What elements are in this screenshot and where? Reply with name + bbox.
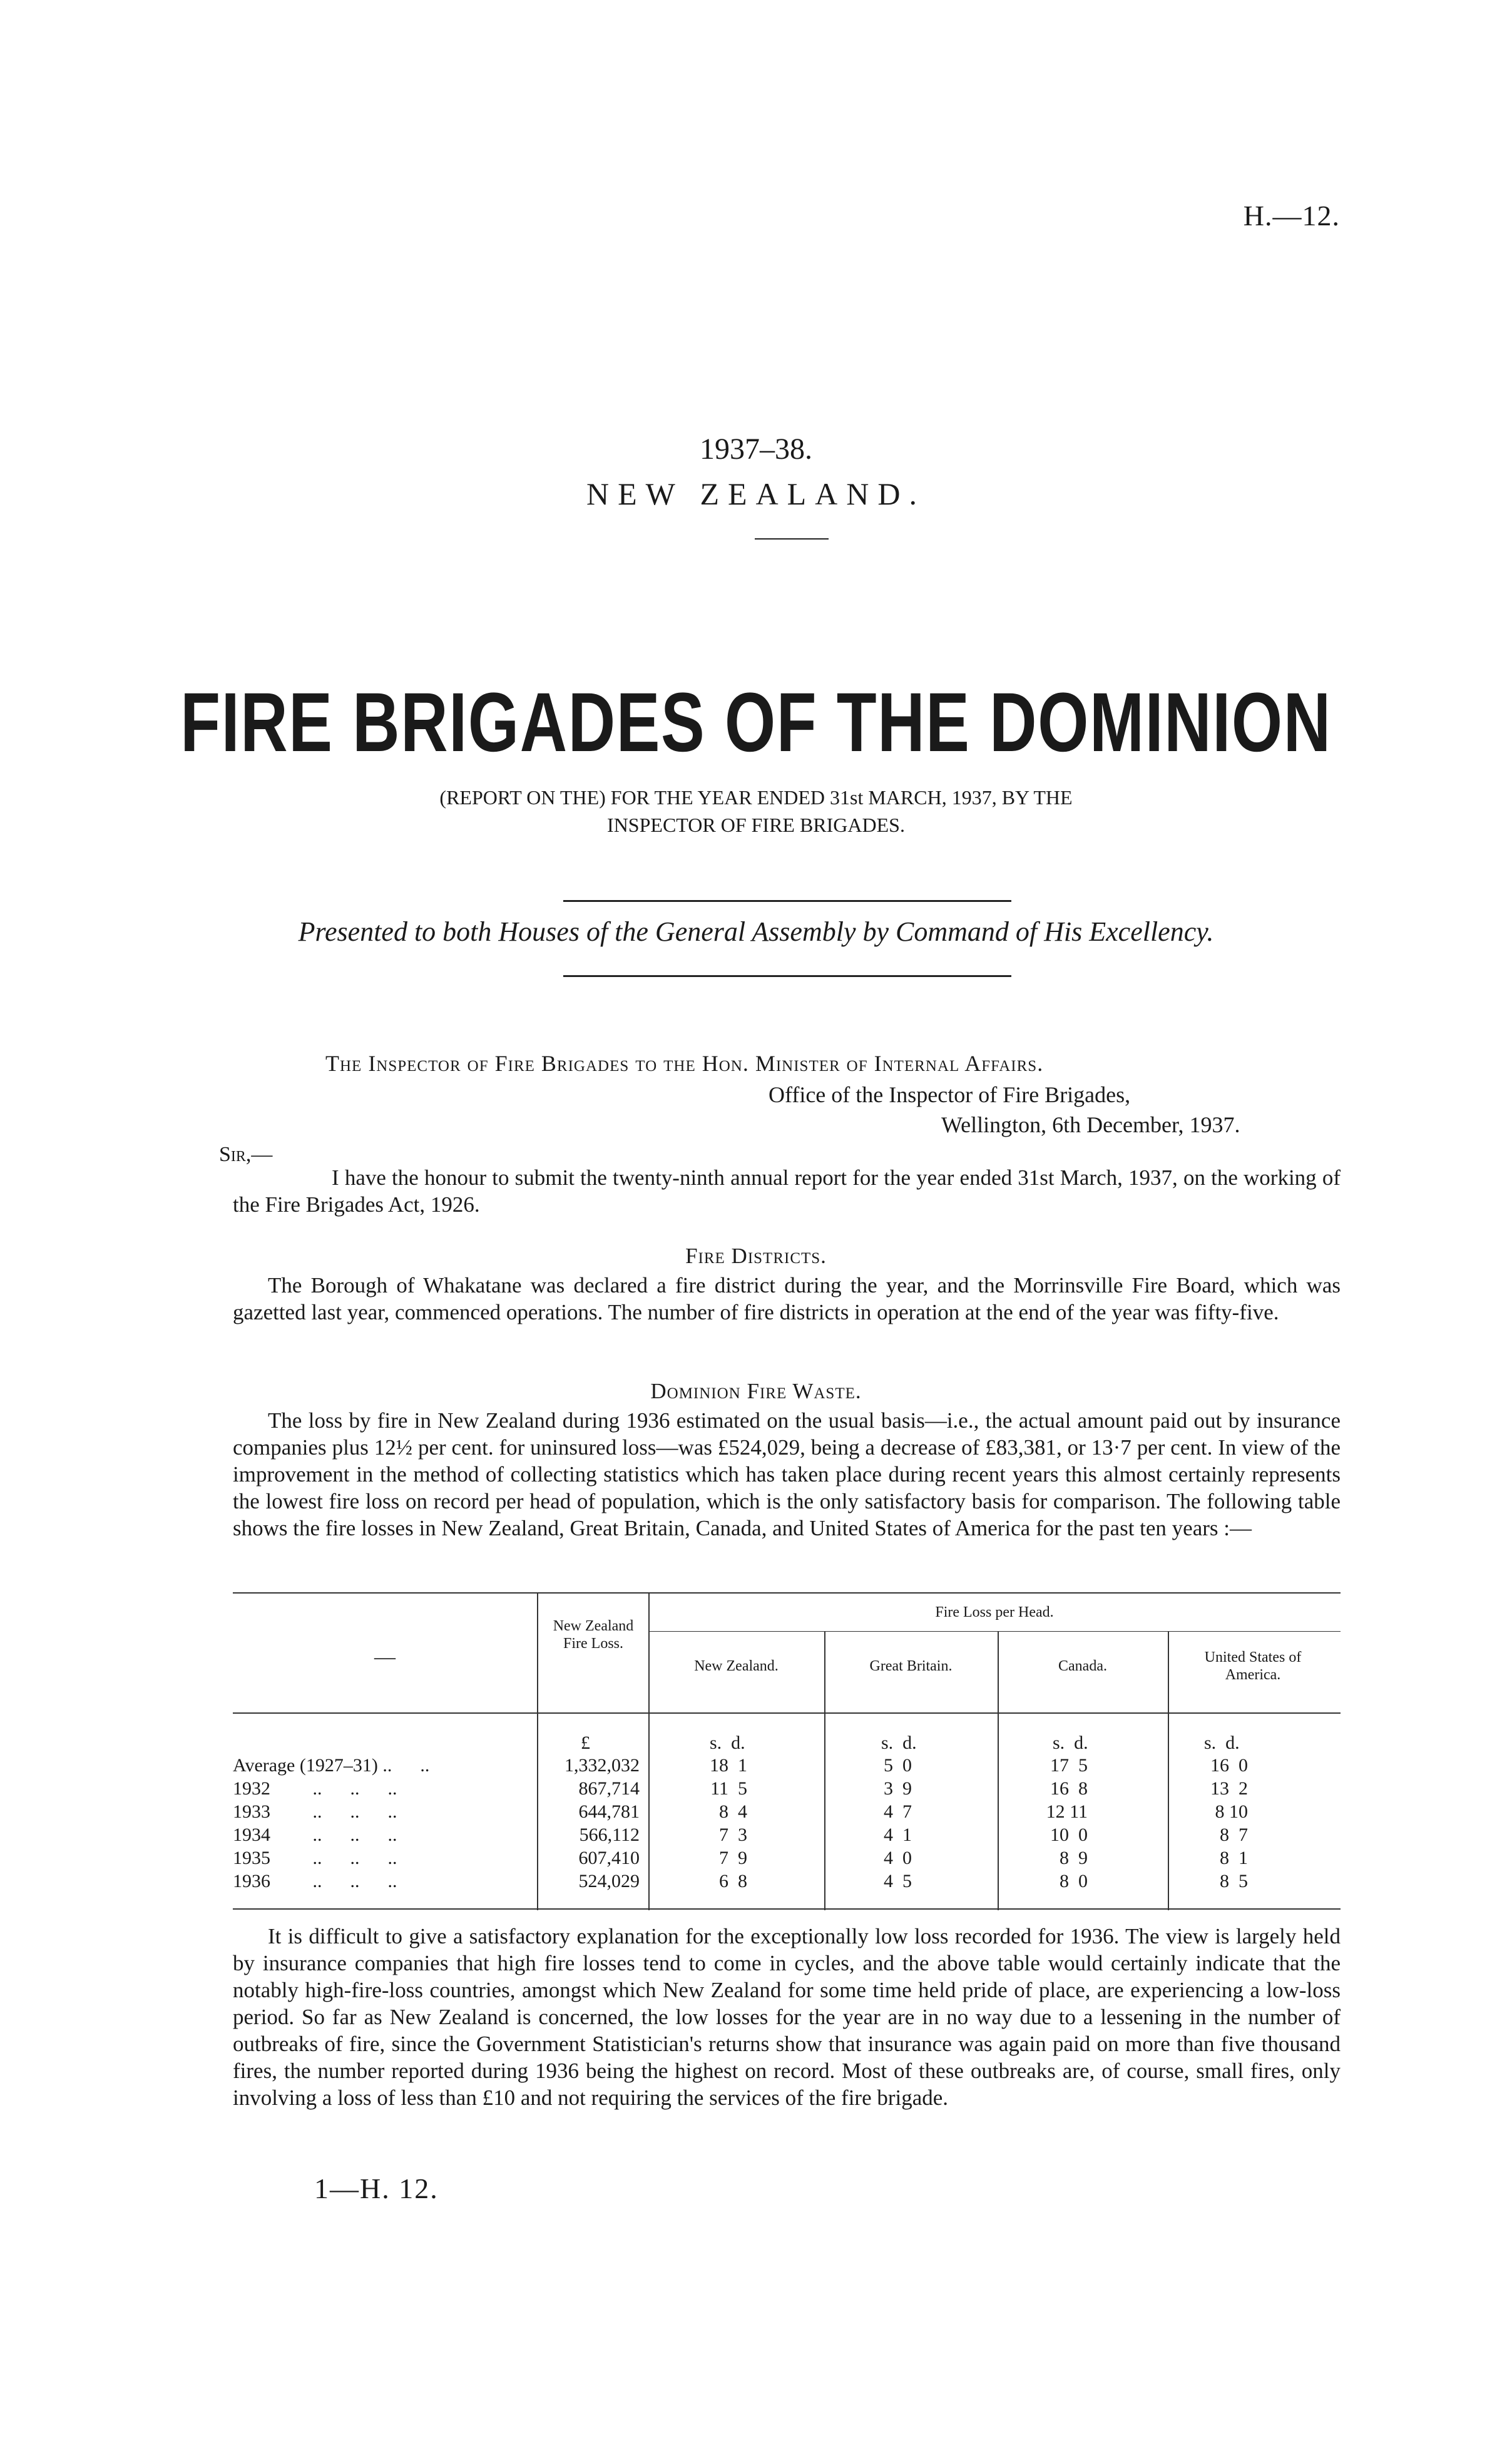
row-us: 8 10 [1215,1801,1248,1822]
row-nz: 8 4 [719,1801,747,1822]
col-united-states: United States of America. [1204,1649,1302,1683]
row-loss: 644,781 [578,1801,640,1822]
col-great-britain: Great Britain. [869,1658,953,1674]
row-gb: 5 0 [884,1755,912,1776]
row-nz: 7 3 [719,1824,747,1845]
row-loss: 1,332,032 [564,1755,640,1776]
per-head-header: Fire Loss per Head. [935,1604,1054,1620]
row-gb: 4 5 [884,1871,912,1891]
divider [563,900,1011,902]
report-year: 1937–38. [700,432,812,466]
row-us: 16 0 [1210,1755,1248,1776]
row-us: 13 2 [1210,1778,1248,1799]
col-canada: Canada. [1058,1658,1107,1674]
row-ca: 8 9 [1060,1848,1088,1868]
table-rule [233,1712,1341,1714]
unit-sd-ca: s. d. [1053,1732,1088,1753]
col-new-zealand: New Zealand. [694,1658,779,1674]
divider [755,538,829,540]
row-ca: 10 0 [1050,1824,1088,1845]
subtitle [0,784,1512,839]
dominion-fire-waste-paragraph [233,1407,1341,1542]
row-label: 1932 .. .. .. [233,1778,397,1799]
table-rule [233,1592,1341,1594]
fire-districts-paragraph [233,1272,1341,1326]
unit-sd-us: s. d. [1204,1732,1240,1753]
row-us: 8 5 [1220,1871,1248,1891]
unit-sd-gb: s. d. [881,1732,917,1753]
main-title: FIRE BRIGADES OF THE DOMINION [180,676,1332,769]
row-label: Average (1927–31) .. .. [233,1755,430,1776]
row-gb: 3 9 [884,1778,912,1799]
row-nz: 18 1 [710,1755,747,1776]
fire-districts-text: The Borough of Whakatane was declared a fire district during the year, and the Morrinsville Fire Board, which was gazetted last year, commenced operations. The number of fire districts in operation at the end of the year was fifty-five. [233,1273,1341,1324]
stub-header: — [374,1645,396,1669]
row-gb: 4 0 [884,1848,912,1868]
salutation: Sir,— [219,1143,273,1166]
row-ca: 17 5 [1050,1755,1088,1776]
row-ca: 16 8 [1050,1778,1088,1799]
unit-sd-nz: s. d. [710,1732,745,1753]
row-label: 1935 .. .. .. [233,1848,397,1868]
row-ca: 12 11 [1046,1801,1088,1822]
table-rule [648,1631,1341,1632]
subtitle-line-2: INSPECTOR OF FIRE BRIGADES. [607,814,905,836]
document-reference: H.—12. [1243,200,1340,232]
intro-text: I have the honour to submit the twenty-ninth annual report for the year ended 31st March, 1937, on the working of the Fire Brigades Act, 1926. [233,1165,1341,1217]
row-nz: 6 8 [719,1871,747,1891]
row-us: 8 1 [1220,1848,1248,1868]
table-rule [233,1908,1341,1910]
subtitle-line-1: (REPORT ON THE) FOR THE YEAR ENDED 31st MARCH, 1937, BY THE [439,786,1073,809]
presented-line: Presented to both Houses of the General Assembly by Command of His Excellency. [298,916,1214,947]
place-date: Wellington, 6th December, 1937. [941,1112,1240,1137]
office-line: Office of the Inspector of Fire Brigades, [769,1082,1131,1107]
dominion-fire-waste-text: The loss by fire in New Zealand during 1936 estimated on the usual basis—i.e., the actual amount paid out by insurance companies plus 12½ per cent. for uninsured loss—was £524,029, being a decrease of £83,381, or 13·7 per cent. In view of the improvement in the method of collecting statistics which has taken place during recent years this almost certainly represents the lowest fire loss on record per head of population, which is the only satisfactory basis for comparison. The following table shows the fire losses in New Zealand, Great Britain, Canada, and United States of America for the past ten years :— [233,1408,1341,1540]
page-signature: 1—H. 12. [314,2172,439,2204]
row-loss: 867,714 [578,1778,640,1799]
fire-loss-table [233,1592,1341,1910]
closing-paragraph [233,1923,1341,2111]
row-loss: 566,112 [579,1824,640,1845]
intro-paragraph [233,1164,1341,1218]
row-label: 1936 .. .. .. [233,1871,397,1891]
row-loss: 607,410 [578,1848,640,1868]
unit-pound: £ [581,1732,590,1753]
row-ca: 8 0 [1060,1871,1088,1891]
dominion-fire-waste-heading: Dominion Fire Waste. [650,1379,862,1403]
row-gb: 4 1 [884,1824,912,1845]
country-heading: NEW ZEALAND. [586,476,926,511]
row-label: 1933 .. .. .. [233,1801,397,1822]
closing-text: It is difficult to give a satisfactory explanation for the exceptionally low loss recorded for 1936. The view is largely held by insurance companies that high fire losses tend to come in cycles, and the above table would certainly indicate that the notably high-fire-loss countries, amongst which New Zealand for some time held pride of place, are experiencing a low-loss period. So far as New Zealand is concerned, the low losses for the year are in no way due to a lessening in the number of outbreaks of fire, since the Government Statistician's returns show that insurance was again paid on more than five thousand fires, the number reported during 1936 being the highest on record. Most of these outbreaks are, of course, small fires, only involving a loss of less than £10 and not requiring the services of the fire brigade. [233,1924,1341,2110]
row-loss: 524,029 [578,1871,640,1891]
row-label: 1934 .. .. .. [233,1824,397,1845]
row-nz: 7 9 [719,1848,747,1868]
fire-districts-heading: Fire Districts. [685,1244,827,1268]
nz-loss-header: New Zealand Fire Loss. [553,1618,634,1652]
divider [563,975,1011,977]
row-nz: 11 5 [710,1778,747,1799]
row-gb: 4 7 [884,1801,912,1822]
row-us: 8 7 [1220,1824,1248,1845]
letter-address: The Inspector of Fire Brigades to the Hon. Minister of Internal Affairs. [325,1051,1044,1076]
